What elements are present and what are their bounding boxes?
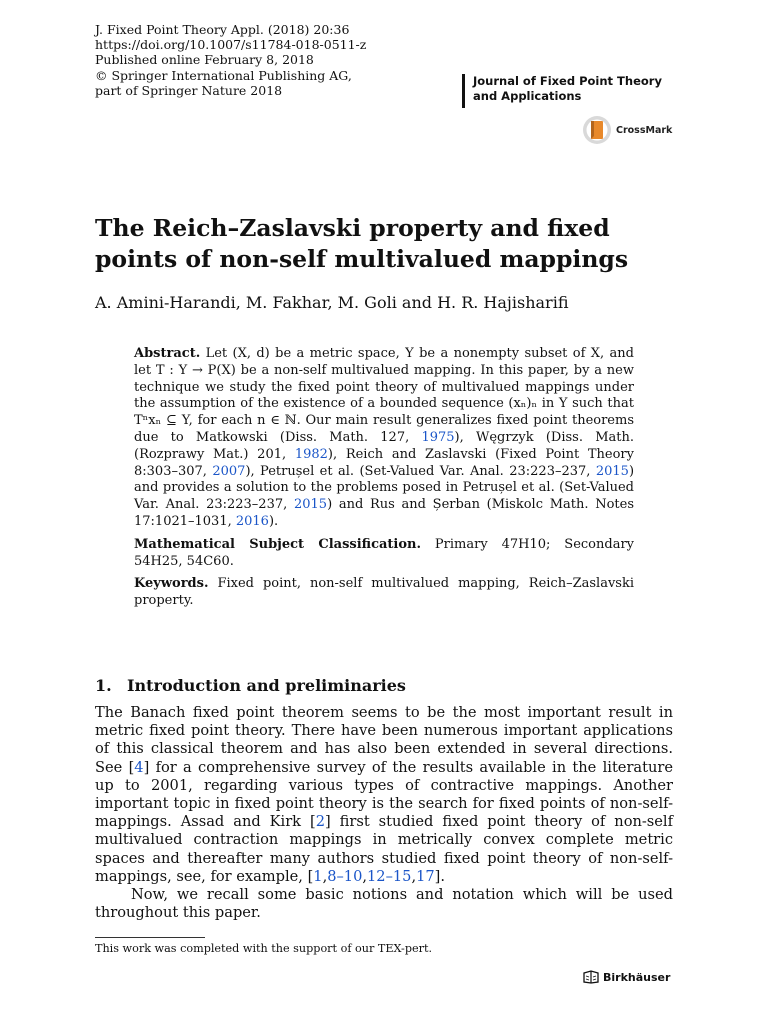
abstract-text: ). (268, 513, 279, 529)
paper-title: The Reich–Zaslavski property and fixed points of non-self multivalued mappings (95, 214, 629, 273)
footnote: This work was completed with the support of our TEX-pert. (95, 942, 433, 955)
intro-text: ] for a comprehensive survey of the results available in the literature up to 2001, regarding various types of contractive mappings. Another important topic in fixed point theory is the search for fixed points of non-self-mappings. Assad and Kirk [ (95, 758, 673, 831)
intro-text: , (322, 867, 328, 885)
publisher-name: Birkhäuser (603, 970, 671, 984)
ref-link[interactable]: 2015 (293, 497, 328, 513)
section-number: 1. (95, 676, 112, 695)
article-meta (95, 22, 366, 98)
citation-link[interactable]: 8–10 (327, 867, 363, 885)
ref-link[interactable]: 1975 (421, 429, 455, 445)
doi-link[interactable]: https://doi.org/10.1007/s11784-018-0511-z (95, 37, 367, 53)
journal-name (462, 74, 683, 108)
msc-label: Mathematical Subject Classification. (134, 536, 422, 552)
abstract-text: Let (X, d) be a metric space, Y be a nonempty subset of X, and let T : Y → P(X) be a non-self multivalued mapping. In this paper, by a new technique we study the fixed point theory of multivalued mappings under the assumption of the existence of a bounded sequence (xₙ)ₙ in Y such that Tⁿxₙ ⊆ Y, for each n ∈ ℕ. Our main result generalizes fixed point theorems due to Matkowski (Diss. Math. 127, (134, 346, 634, 445)
crossmark-icon (582, 115, 612, 145)
footnote-divider (95, 937, 205, 938)
section-heading (95, 676, 406, 695)
citation-link[interactable]: 4 (134, 758, 144, 776)
keywords (134, 576, 634, 610)
intro-paragraph-2: Now, we recall some basic notions and notation which will be used throughout this paper. (95, 886, 673, 922)
abstract-text: ), Węgrzyk (Diss. Math. (Rozprawy Mat.) 201, (134, 429, 634, 462)
citation: J. Fixed Point Theory Appl. (2018) 20:36 (95, 22, 350, 37)
ref-link[interactable]: 2007 (212, 463, 246, 479)
citation-link[interactable]: 17 (416, 867, 435, 885)
intro-text: ] first studied fixed point theory of non-self multivalued contraction mappings in metrically convex complete metric spaces and thereafter many authors studied fixed point theory of non-self-mappings, see, for example, [ (95, 813, 673, 885)
abstract-label: Abstract. (134, 346, 201, 361)
birkhauser-icon (583, 970, 599, 984)
crossmark-label: CrossMark (616, 124, 673, 136)
citation-link[interactable]: 1 (313, 867, 323, 885)
abstract-text: ), Petrușel et al. (Set-Valued Var. Anal. 23:223–237, (245, 463, 596, 479)
ref-link[interactable]: 2016 (235, 513, 269, 529)
abstract-text: ) and Rus and Șerban (Miskolc Math. Notes 17:1021–1031, (134, 497, 634, 529)
crossmark-badge[interactable] (582, 115, 672, 145)
intro-body (95, 704, 673, 922)
citation-link[interactable]: 2 (315, 813, 325, 831)
journal-name-line2: and Applications (473, 89, 582, 103)
intro-paragraph (95, 704, 673, 886)
section-title: Introduction and preliminaries (127, 676, 406, 695)
copyright-cont: part of Springer Nature 2018 (95, 82, 283, 98)
abstract-block (134, 346, 634, 616)
ref-link[interactable]: 1982 (294, 446, 328, 462)
abstract-text: ) and provides a solution to the problems posed in Petrușel et al. (Set-Valued Var. Anal. 23:223–237, (134, 463, 635, 513)
citation-link[interactable]: 12–15 (367, 867, 412, 885)
msc-text: Primary 47H10; Secondary 54H25, 54C60. (134, 536, 635, 569)
msc-classification (134, 537, 634, 571)
keywords-label: Keywords. (134, 576, 209, 592)
ref-link[interactable]: 2015 (595, 463, 629, 479)
intro-text: ]. (434, 867, 445, 885)
intro-text: The Banach fixed point theorem seems to be the most important result in metric fixed point theory. There have been numerous important applications of this classical theorem and has also been extended in several directions. See [ (95, 704, 673, 776)
publisher-logo (583, 970, 670, 984)
authors: A. Amini-Harandi, M. Fakhar, M. Goli and H. R. Hajisharifi (95, 293, 569, 312)
abstract-text: ), Reich and Zaslavski (Fixed Point Theory 8:303–307, (134, 446, 634, 479)
journal-name-line1: Journal of Fixed Point Theory (473, 74, 662, 88)
intro-text: , (362, 867, 367, 885)
keywords-text: Fixed point, non-self multivalued mapping, Reich–Zaslavski property. (134, 576, 634, 609)
intro-text: , (411, 867, 417, 885)
abstract (134, 346, 634, 531)
published-date: Published online February 8, 2018 (95, 52, 314, 68)
copyright: © Springer International Publishing AG, (95, 67, 352, 83)
